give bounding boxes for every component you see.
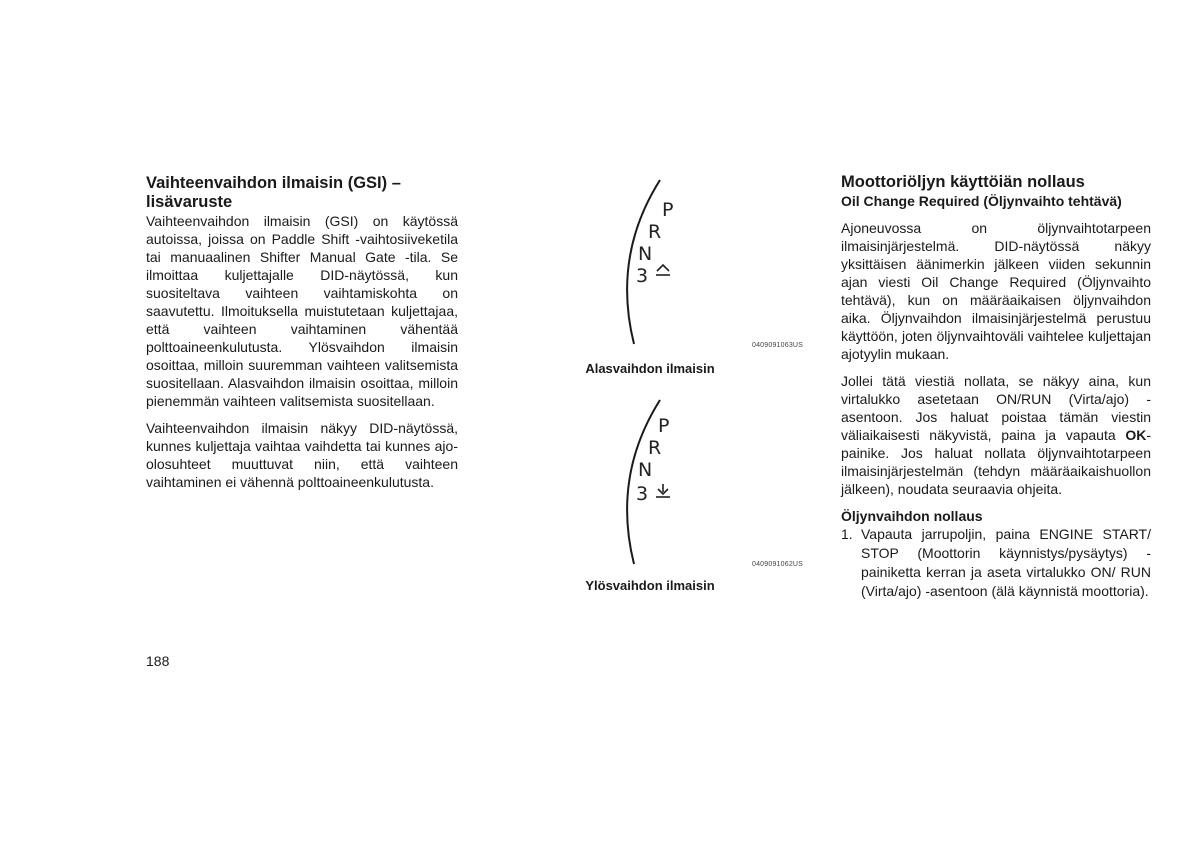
upshift-indicator-graphic [612, 396, 692, 566]
downshift-indicator-figure [612, 176, 692, 346]
oil-paragraph-2-start: Jollei tätä viestiä nollata, se näkyy aina, kun virtalukko asetetaan ON/RUN (Virta/ajo) -asentoon. Jos haluat poistaa tämän viestin väliaikaisesti näkyvistä, paina ja vapauta [841, 373, 1151, 443]
oil-paragraph-2 [841, 372, 1151, 498]
gear-r: R [648, 221, 662, 243]
oil-paragraph-1: Ajoneuvossa on öljynvaihtotarpeen ilmaisinjärjestelmä. DID-näytössä näkyy yksittäisen äänimerkin jälkeen viiden sekunnin ajan viesti Oil Change Required (Öljynvaihto tehtävä), kun on määräaikaisen öljynvaihdon aika. Öljynvaihdon ilmaisinjärjestelmä perustuu käyttöön, joten öljynvaihtoväli vaihtelee kuljettajan ajotyylin mukaan. [841, 220, 1151, 362]
gear-r: R [648, 437, 662, 459]
gsi-paragraph-1: Vaihteenvaihdon ilmaisin (GSI) on käytössä autoissa, joissa on Paddle Shift -vaihtosiiveketila tai manuaalinen Shifter Manual Gate -tila. Se ilmoittaa kuljettajalle DID-näytössä, kun suositeltava vaihteen vaihtamiskohta on saavutettu. Ilmoituksella muistutetaan kuljettajaa, että vaihteen vaihtaminen vähentää polttoaineenkulutusta. Ylösvaihdon ilmaisin osoittaa, milloin suuremman vaihteen valitsemista suositellaan. Alasvaihdon ilmaisin osoittaa, milloin pienemmän vaihteen valitsemista suositellaan. [146, 213, 458, 409]
oil-reset-heading: Öljynvaihdon nollaus [841, 508, 983, 524]
page-number: 188 [146, 653, 170, 669]
right-column [841, 173, 1151, 601]
step-number: 1. [841, 526, 853, 542]
left-column [146, 174, 458, 491]
downshift-indicator-graphic [612, 176, 692, 346]
oil-life-heading: Moottoriöljyn käyttöiän nollaus [841, 173, 1085, 191]
gsi-heading [146, 174, 458, 212]
gear-3: 3 [636, 483, 649, 505]
upshift-indicator-figure [612, 396, 692, 566]
ok-label: OK [1125, 427, 1147, 443]
gear-p: P [662, 199, 674, 221]
gsi-heading-line2: lisävaruste [146, 193, 233, 211]
gear-3: 3 [636, 265, 649, 287]
gear-p: P [658, 415, 670, 437]
gsi-paragraph-2: Vaihteenvaihdon ilmaisin näkyy DID-näytössä, kunnes kuljettaja vaihtaa vaihdetta tai kunnes ajo-olosuhteet muuttuvat niin, että vaihteen vaihtaminen ei vähennä polttoaineenkulutusta. [146, 420, 458, 490]
gear-arc [627, 400, 660, 564]
gear-n: N [638, 243, 653, 265]
step-text: Vapauta jarrupoljin, paina ENGINE START/ STOP (Moottorin käynnistys/pysäytys) -painiketta kerran ja aseta virtalukko ON/ RUN (Virta/ajo) -asentoon (älä käynnistä moottoria). [861, 526, 1151, 599]
figure-code-1: 0409091063US [752, 342, 804, 349]
downshift-caption: Alasvaihdon ilmaisin [585, 361, 715, 376]
shift-down-arrow-icon [656, 484, 670, 497]
upshift-caption: Ylösvaihdon ilmaisin [585, 578, 715, 593]
oil-change-subheading: Oil Change Required (Öljynvaihto tehtävä) [841, 193, 1122, 209]
oil-paragraph-2-end: -painike. Jos haluat nollata öljynvaihtotarpeen ilmaisinjärjestelmän (tehdyn määräaikaishuollon jälkeen), noudata seuraavia ohjeita. [841, 427, 1151, 497]
gear-n: N [638, 459, 653, 481]
gsi-heading-line1: Vaihteenvaihdon ilmaisin (GSI) – [146, 174, 401, 192]
figure-code-2: 0409091062US [752, 561, 804, 568]
list-item [841, 525, 1151, 601]
shift-up-arrow-icon [656, 265, 670, 275]
